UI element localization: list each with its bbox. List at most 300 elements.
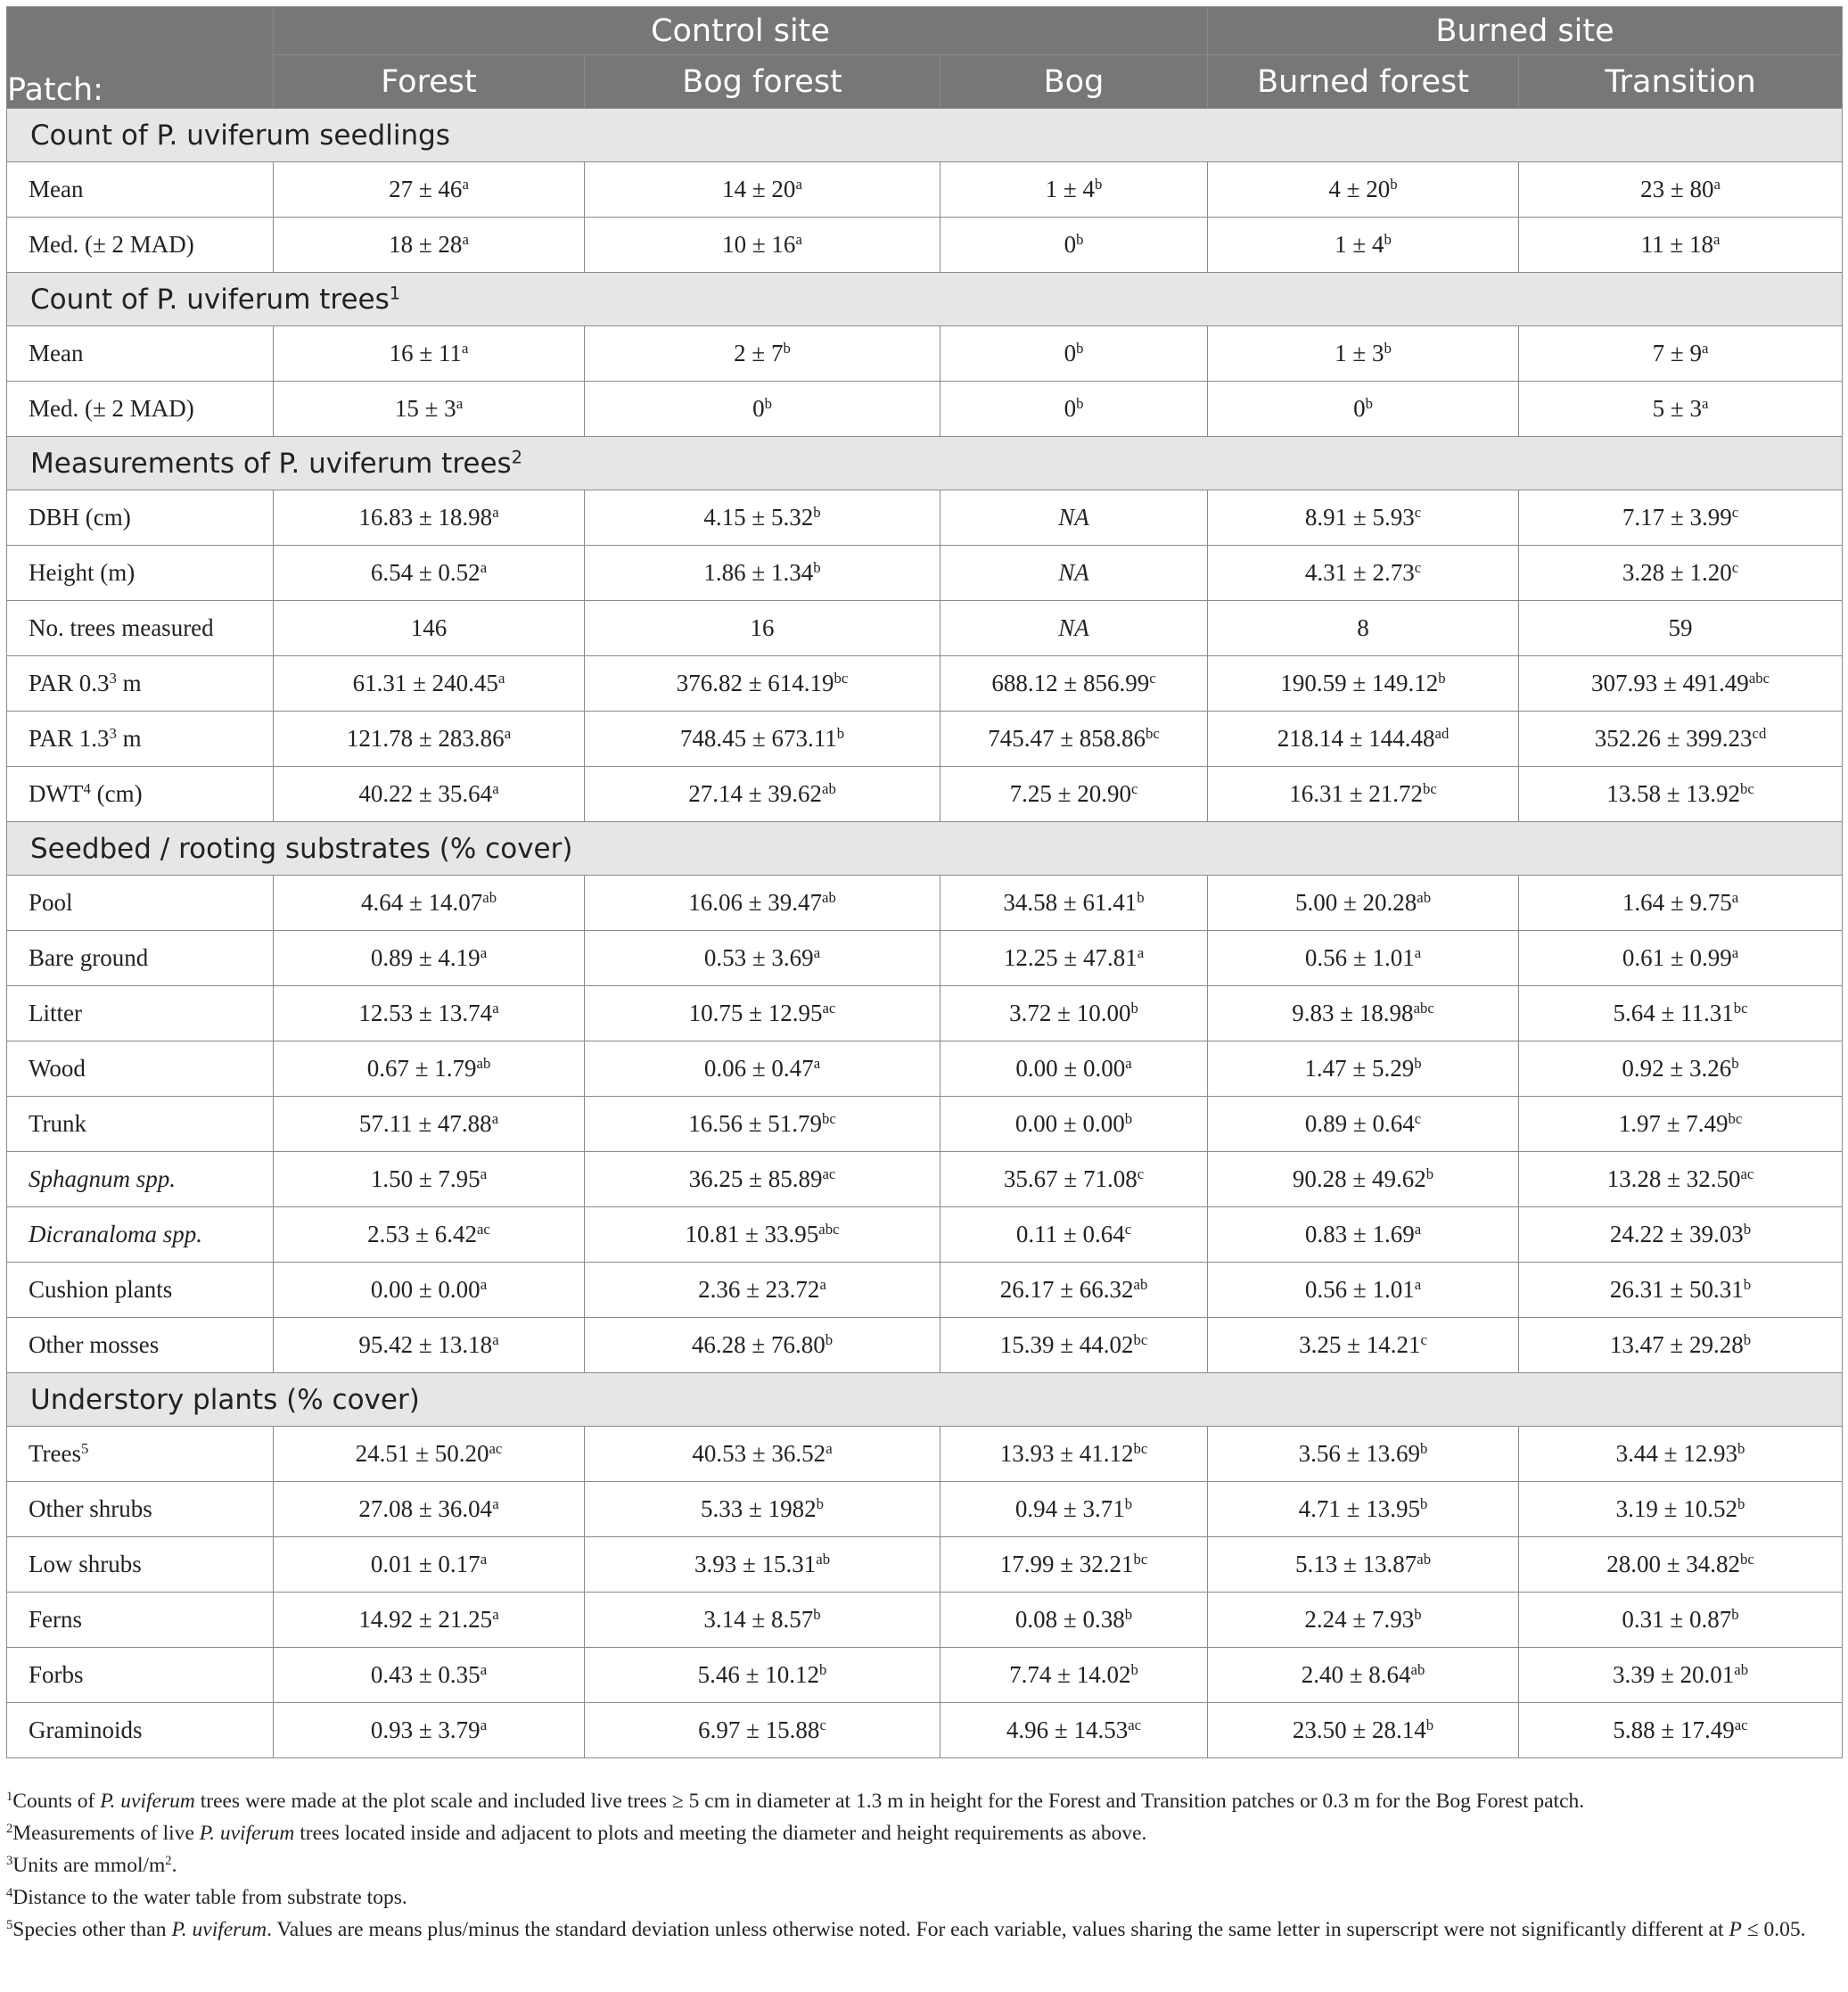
table-row	[7, 656, 1843, 712]
table-cell	[274, 1263, 585, 1318]
table-row	[7, 218, 1843, 273]
table-cell	[585, 712, 940, 767]
row-label	[7, 1318, 274, 1373]
significance-letters: a	[462, 175, 469, 193]
significance-letters: ac	[1128, 1716, 1142, 1733]
cell-value: 13.58 ± 13.92	[1606, 780, 1741, 807]
table-row	[7, 712, 1843, 767]
table-row	[7, 931, 1843, 986]
cell-value: 11 ± 18	[1640, 231, 1713, 258]
significance-letters: b	[1743, 1330, 1752, 1348]
section-row	[7, 273, 1843, 326]
cell-value: 12.25 ± 47.81	[1003, 944, 1138, 971]
significance-letters: b	[1414, 1605, 1422, 1623]
table-cell	[585, 931, 940, 986]
table-cell	[1208, 712, 1519, 767]
row-label-footnote-ref: 5	[81, 1439, 89, 1457]
significance-letters: b	[764, 394, 772, 412]
cell-value: 1 ± 4	[1335, 231, 1384, 258]
row-label	[7, 1427, 274, 1482]
table-row	[7, 1041, 1843, 1097]
row-label-text: Mean	[29, 340, 84, 366]
row-label-text: Mean	[29, 176, 84, 202]
row-label-footnote-ref: 4	[83, 779, 91, 797]
row-label	[7, 986, 274, 1041]
significance-letters: bc	[1733, 999, 1748, 1017]
row-label	[7, 162, 274, 218]
cell-value: 4.96 ± 14.53	[1006, 1716, 1129, 1743]
table-cell	[274, 767, 585, 822]
cell-value: 95.42 ± 13.18	[358, 1331, 493, 1358]
row-label-footnote-ref: 3	[109, 724, 117, 742]
section-title-text: Count of P. uviferum seedlings	[30, 119, 450, 152]
cell-value: 5.33 ± 1982	[701, 1495, 817, 1522]
significance-letters: a	[1701, 394, 1709, 412]
row-label	[7, 1703, 274, 1758]
significance-letters: ab	[822, 888, 836, 906]
significance-letters: ab	[1417, 1550, 1432, 1568]
significance-letters: a	[492, 779, 499, 797]
table-cell	[274, 876, 585, 931]
cell-value: 0	[1064, 395, 1077, 422]
table-cell	[1208, 986, 1519, 1041]
cell-value: 376.82 ± 614.19	[676, 670, 834, 696]
table-cell	[1208, 876, 1519, 931]
table-cell	[940, 986, 1208, 1041]
cell-value: 0.93 ± 3.79	[370, 1716, 480, 1743]
significance-letters: a	[492, 1494, 499, 1512]
cell-value: 8	[1357, 614, 1369, 641]
row-label-text: Litter	[29, 1000, 82, 1026]
significance-letters: b	[818, 1660, 827, 1678]
significance-letters: b	[1425, 1716, 1434, 1733]
significance-letters: a	[1414, 1275, 1422, 1293]
section-title-footnote-ref: 2	[511, 446, 522, 467]
significance-letters: ad	[1434, 724, 1450, 742]
patch-header: Patch:	[7, 7, 274, 109]
significance-letters: b	[1414, 1054, 1422, 1072]
significance-letters: b	[813, 558, 821, 576]
table-cell	[274, 382, 585, 437]
significance-letters: b	[1365, 394, 1373, 412]
cell-value: 90.28 ± 49.62	[1292, 1165, 1426, 1192]
table-cell	[1208, 1427, 1519, 1482]
cell-value: 15 ± 3	[394, 395, 456, 422]
cell-value: 7.25 ± 20.90	[1009, 780, 1131, 807]
significance-letters: b	[825, 1330, 834, 1348]
table-cell	[940, 162, 1208, 218]
table-cell	[585, 656, 940, 712]
table-cell	[585, 876, 940, 931]
row-label	[7, 1648, 274, 1703]
table-cell	[274, 1648, 585, 1703]
cell-value: 5.13 ± 13.87	[1294, 1551, 1417, 1577]
cell-value: 0.89 ± 4.19	[370, 944, 480, 971]
cell-value: 0.00 ± 0.00	[370, 1276, 480, 1303]
table-cell	[940, 1152, 1208, 1207]
table-cell	[274, 490, 585, 546]
table-cell	[585, 1482, 940, 1537]
footnote-1: $^1$Counts of P. uviferum trees were made at the plot scale and included live trees ≥ 5 cm in diameter at 1.3 m in height for the Forest and Transition patches or 0.3 m for the Bog Forest patch.	[6, 1790, 1585, 1813]
significance-letters: c	[1731, 558, 1739, 576]
table-cell	[1519, 1207, 1843, 1263]
table-cell	[940, 876, 1208, 931]
cell-value: 15.39 ± 44.02	[999, 1331, 1134, 1358]
row-label	[7, 382, 274, 437]
significance-letters: ab	[1734, 1660, 1749, 1678]
table-row	[7, 986, 1843, 1041]
row-label	[7, 1537, 274, 1593]
table-cell	[274, 546, 585, 601]
cell-value: NA	[1058, 614, 1089, 641]
section-title-text: Count of P. uviferum trees	[30, 283, 390, 316]
significance-letters: b	[1419, 1494, 1428, 1512]
cell-value: 4.64 ± 14.07	[360, 889, 483, 916]
significance-letters: b	[1124, 1494, 1133, 1512]
cell-value: 57.11 ± 47.88	[358, 1110, 492, 1137]
table-cell	[274, 162, 585, 218]
cell-value: NA	[1058, 504, 1089, 531]
cell-value: 0.11 ± 0.64	[1015, 1221, 1125, 1247]
cell-value: 2.24 ± 7.93	[1304, 1606, 1415, 1633]
table-cell	[585, 986, 940, 1041]
cell-value: 190.59 ± 149.12	[1280, 670, 1439, 696]
significance-letters: a	[819, 1275, 826, 1293]
cell-value: 3.14 ± 8.57	[703, 1606, 814, 1633]
section-title-text: Understory plants (% cover)	[30, 1383, 420, 1416]
significance-letters: ab	[816, 1550, 831, 1568]
cell-value: 36.25 ± 85.89	[688, 1165, 823, 1192]
significance-letters: bc	[1133, 1330, 1148, 1348]
row-label-text: Wood	[29, 1055, 86, 1082]
significance-letters: b	[1130, 999, 1138, 1017]
table-cell	[585, 1427, 940, 1482]
cell-value: 6.97 ± 15.88	[698, 1716, 820, 1743]
row-label	[7, 1593, 274, 1648]
significance-letters: ab	[1133, 1275, 1148, 1293]
significance-letters: abc	[1413, 999, 1434, 1017]
table-cell	[274, 1097, 585, 1152]
cell-value: 3.72 ± 10.00	[1009, 1000, 1131, 1026]
footnote-3: $^3$Units are mmol/$m^2$.	[6, 1854, 177, 1877]
cell-value: 0.06 ± 0.47	[703, 1055, 814, 1082]
cell-value: 10.81 ± 33.95	[685, 1221, 819, 1247]
table-cell	[1519, 1097, 1843, 1152]
table-cell	[940, 601, 1208, 656]
cell-value: 0.31 ± 0.87	[1622, 1606, 1732, 1633]
table-cell	[274, 1537, 585, 1593]
row-label-text: Med. (± 2 MAD)	[29, 395, 194, 422]
cell-value: 35.67 ± 71.08	[1003, 1165, 1138, 1192]
table-header	[7, 7, 1843, 109]
table-cell	[1208, 767, 1519, 822]
significance-letters: b	[1384, 230, 1392, 248]
section-row	[7, 109, 1843, 162]
cell-value: 0.67 ± 1.79	[366, 1055, 477, 1082]
significance-letters: c	[1124, 1220, 1132, 1238]
table-cell	[940, 1537, 1208, 1593]
significance-letters: c	[1414, 503, 1422, 521]
row-label	[7, 712, 274, 767]
significance-letters: c	[1414, 558, 1422, 576]
table-cell	[1519, 1648, 1843, 1703]
significance-letters: a	[825, 1439, 833, 1457]
row-label	[7, 876, 274, 931]
table-cell	[940, 712, 1208, 767]
table-cell	[274, 1318, 585, 1373]
cell-value: 0.94 ± 3.71	[1014, 1495, 1125, 1522]
section-row	[7, 822, 1843, 876]
significance-letters: b	[1390, 175, 1398, 193]
row-label-suffix: m	[116, 725, 142, 752]
significance-letters: ab	[1410, 1660, 1425, 1678]
table-cell	[1208, 490, 1519, 546]
cell-value: 26.17 ± 66.32	[999, 1276, 1134, 1303]
row-label-text: PAR 0.3	[29, 670, 110, 696]
cell-value: 4.31 ± 2.73	[1304, 559, 1415, 586]
table-cell	[274, 1427, 585, 1482]
significance-letters: b	[1425, 1165, 1434, 1182]
significance-letters: a	[1125, 1054, 1132, 1072]
row-label-text: Med. (± 2 MAD)	[29, 231, 194, 258]
cell-value: 0.92 ± 3.26	[1622, 1055, 1732, 1082]
table-cell	[274, 1703, 585, 1758]
significance-letters: b	[1076, 230, 1084, 248]
significance-letters: ab	[476, 1054, 491, 1072]
cell-value: 0.83 ± 1.69	[1304, 1221, 1415, 1247]
significance-letters: a	[480, 1275, 488, 1293]
cell-value: 4 ± 20	[1328, 176, 1391, 202]
table-row	[7, 546, 1843, 601]
table-cell	[1519, 656, 1843, 712]
cell-value: 16.83 ± 18.98	[358, 504, 493, 531]
cell-value: 3.25 ± 14.21	[1299, 1331, 1421, 1358]
row-label-text: PAR 1.3	[29, 725, 110, 752]
table-cell	[1208, 162, 1519, 218]
cell-value: 13.93 ± 41.12	[999, 1440, 1134, 1467]
cell-value: 1.64 ± 9.75	[1622, 889, 1732, 916]
table-cell	[1519, 382, 1843, 437]
significance-letters: c	[1414, 1109, 1422, 1127]
cell-value: 14 ± 20	[722, 176, 796, 202]
cell-value: 0.00 ± 0.00	[1015, 1055, 1126, 1082]
row-label-text: Other shrubs	[29, 1495, 152, 1522]
section-title-footnote-ref: 1	[389, 282, 400, 303]
cell-value: 0	[752, 395, 765, 422]
section-title	[7, 1373, 1843, 1427]
row-label	[7, 656, 274, 712]
table-cell	[940, 546, 1208, 601]
table-row	[7, 1703, 1843, 1758]
significance-letters: a	[795, 175, 802, 193]
row-label	[7, 601, 274, 656]
significance-letters: c	[1420, 1330, 1427, 1348]
table-cell	[1208, 1263, 1519, 1318]
cell-value: 1 ± 3	[1335, 340, 1384, 366]
table-cell	[1208, 546, 1519, 601]
significance-letters: b	[1076, 394, 1084, 412]
table-cell	[940, 490, 1208, 546]
row-label	[7, 767, 274, 822]
significance-letters: ab	[822, 779, 836, 797]
row-label	[7, 490, 274, 546]
table-cell	[940, 931, 1208, 986]
significance-letters: cd	[1752, 724, 1767, 742]
table-cell	[585, 1097, 940, 1152]
cell-value: 218.14 ± 144.48	[1277, 725, 1435, 752]
column-header-transition: Transition	[1519, 55, 1843, 109]
cell-value: 2.40 ± 8.64	[1301, 1661, 1411, 1688]
table-cell	[274, 1041, 585, 1097]
significance-letters: b	[1124, 1109, 1133, 1127]
table-cell	[1519, 1041, 1843, 1097]
table-row	[7, 326, 1843, 382]
cell-value: 121.78 ± 283.86	[346, 725, 505, 752]
cell-value: 7 ± 9	[1652, 340, 1702, 366]
row-label-text: Pool	[29, 889, 73, 916]
row-label-suffix: m	[116, 670, 142, 696]
data-table	[6, 6, 1843, 1758]
cell-value: 2.53 ± 6.42	[367, 1221, 477, 1247]
table-cell	[585, 1648, 940, 1703]
cell-value: 16	[750, 614, 775, 641]
cell-value: 748.45 ± 673.11	[679, 725, 837, 752]
table-cell	[940, 1593, 1208, 1648]
significance-letters: ac	[1734, 1716, 1748, 1733]
cell-value: 0.43 ± 0.35	[370, 1661, 480, 1688]
cell-value: 40.22 ± 35.64	[358, 780, 493, 807]
table-cell	[1208, 218, 1519, 273]
table-cell	[585, 1537, 940, 1593]
table-row	[7, 162, 1843, 218]
significance-letters: b	[1731, 1605, 1739, 1623]
significance-letters: bc	[1423, 779, 1437, 797]
significance-letters: c	[1149, 669, 1156, 687]
significance-letters: ac	[489, 1439, 503, 1457]
row-label	[7, 1263, 274, 1318]
significance-letters: a	[480, 1165, 488, 1182]
table-cell	[1519, 1318, 1843, 1373]
column-header-bog: Bog	[940, 55, 1208, 109]
row-label-text: Trees	[29, 1440, 82, 1467]
table-cell	[940, 1041, 1208, 1097]
significance-letters: b	[1076, 339, 1084, 357]
row-label-text: Dicranaloma spp.	[29, 1221, 202, 1247]
row-label	[7, 1482, 274, 1537]
table-row	[7, 382, 1843, 437]
significance-letters: c	[1731, 503, 1739, 521]
significance-letters: a	[813, 1054, 821, 1072]
significance-letters: ab	[482, 888, 497, 906]
cell-value: 0.56 ± 1.01	[1304, 1276, 1415, 1303]
table-row	[7, 1318, 1843, 1373]
cell-value: 16.31 ± 21.72	[1289, 780, 1424, 807]
significance-letters: b	[783, 339, 791, 357]
section-title	[7, 437, 1843, 490]
significance-letters: a	[504, 724, 512, 742]
cell-value: 1 ± 4	[1045, 176, 1095, 202]
section-row	[7, 437, 1843, 490]
significance-letters: b	[1737, 1494, 1745, 1512]
significance-letters: ab	[1417, 888, 1432, 906]
significance-letters: bc	[1728, 1109, 1743, 1127]
table-cell	[585, 490, 940, 546]
row-label-text: Low shrubs	[29, 1551, 142, 1577]
significance-letters: bc	[1133, 1550, 1148, 1568]
cell-value: 5.46 ± 10.12	[697, 1661, 819, 1688]
table-cell	[1519, 1593, 1843, 1648]
table-cell	[274, 218, 585, 273]
table-cell	[585, 1207, 940, 1263]
significance-letters: b	[1737, 1439, 1745, 1457]
cell-value: 46.28 ± 76.80	[691, 1331, 825, 1358]
table-cell	[1208, 656, 1519, 712]
table-cell	[1519, 1482, 1843, 1537]
row-label	[7, 546, 274, 601]
significance-letters: b	[1743, 1220, 1752, 1238]
significance-letters: a	[461, 339, 469, 357]
table-cell	[1208, 1648, 1519, 1703]
footnote-5: $^5$Species other than P. uviferum. Values are means plus/minus the standard deviation unless otherwise noted. For each variable, values sharing the same letter in superscript were not significantly different at P ≤ 0.05.	[6, 1918, 1806, 1941]
table-cell	[940, 656, 1208, 712]
column-header-burned-forest: Burned forest	[1208, 55, 1519, 109]
table-row	[7, 1097, 1843, 1152]
table-cell	[1519, 162, 1843, 218]
significance-letters: a	[480, 1660, 488, 1678]
row-label-text: DWT	[29, 780, 84, 807]
table-cell	[274, 1207, 585, 1263]
table-cell	[940, 1263, 1208, 1318]
significance-letters: a	[795, 230, 802, 248]
cell-value: 3.19 ± 10.52	[1615, 1495, 1737, 1522]
cell-value: 307.93 ± 491.49	[1590, 670, 1749, 696]
cell-value: 3.39 ± 20.01	[1612, 1661, 1735, 1688]
section-title	[7, 109, 1843, 162]
table-row	[7, 767, 1843, 822]
cell-value: 1.47 ± 5.29	[1304, 1055, 1415, 1082]
significance-letters: a	[1414, 1220, 1422, 1238]
column-header-forest: Forest	[274, 55, 585, 109]
row-label-text: Other mosses	[29, 1331, 160, 1358]
cell-value: 18 ± 28	[389, 231, 463, 258]
control-site-header: Control site	[274, 7, 1208, 55]
cell-value: 17.99 ± 32.21	[999, 1551, 1134, 1577]
significance-letters: abc	[1748, 669, 1770, 687]
significance-letters: a	[492, 1605, 499, 1623]
significance-letters: a	[813, 943, 821, 961]
row-label	[7, 1097, 274, 1152]
cell-value: 3.28 ± 1.20	[1622, 559, 1732, 586]
section-title	[7, 273, 1843, 326]
cell-value: 16.56 ± 51.79	[688, 1110, 823, 1137]
table-cell	[585, 1318, 940, 1373]
column-header-bog-forest: Bog forest	[585, 55, 940, 109]
cell-value: 4.15 ± 5.32	[703, 504, 814, 531]
significance-letters: a	[480, 1716, 488, 1733]
table-cell	[1208, 326, 1519, 382]
table-cell	[940, 1318, 1208, 1373]
cell-value: 10.75 ± 12.95	[688, 1000, 823, 1026]
section-title-text: Measurements of P. uviferum trees	[30, 447, 512, 480]
cell-value: 27.14 ± 39.62	[688, 780, 823, 807]
table-cell	[940, 1648, 1208, 1703]
table-cell	[585, 382, 940, 437]
table-cell	[1208, 1482, 1519, 1537]
significance-letters: b	[1743, 1275, 1752, 1293]
row-label-text: Trunk	[29, 1110, 87, 1137]
table-cell	[1208, 1207, 1519, 1263]
cell-value: 10 ± 16	[722, 231, 796, 258]
